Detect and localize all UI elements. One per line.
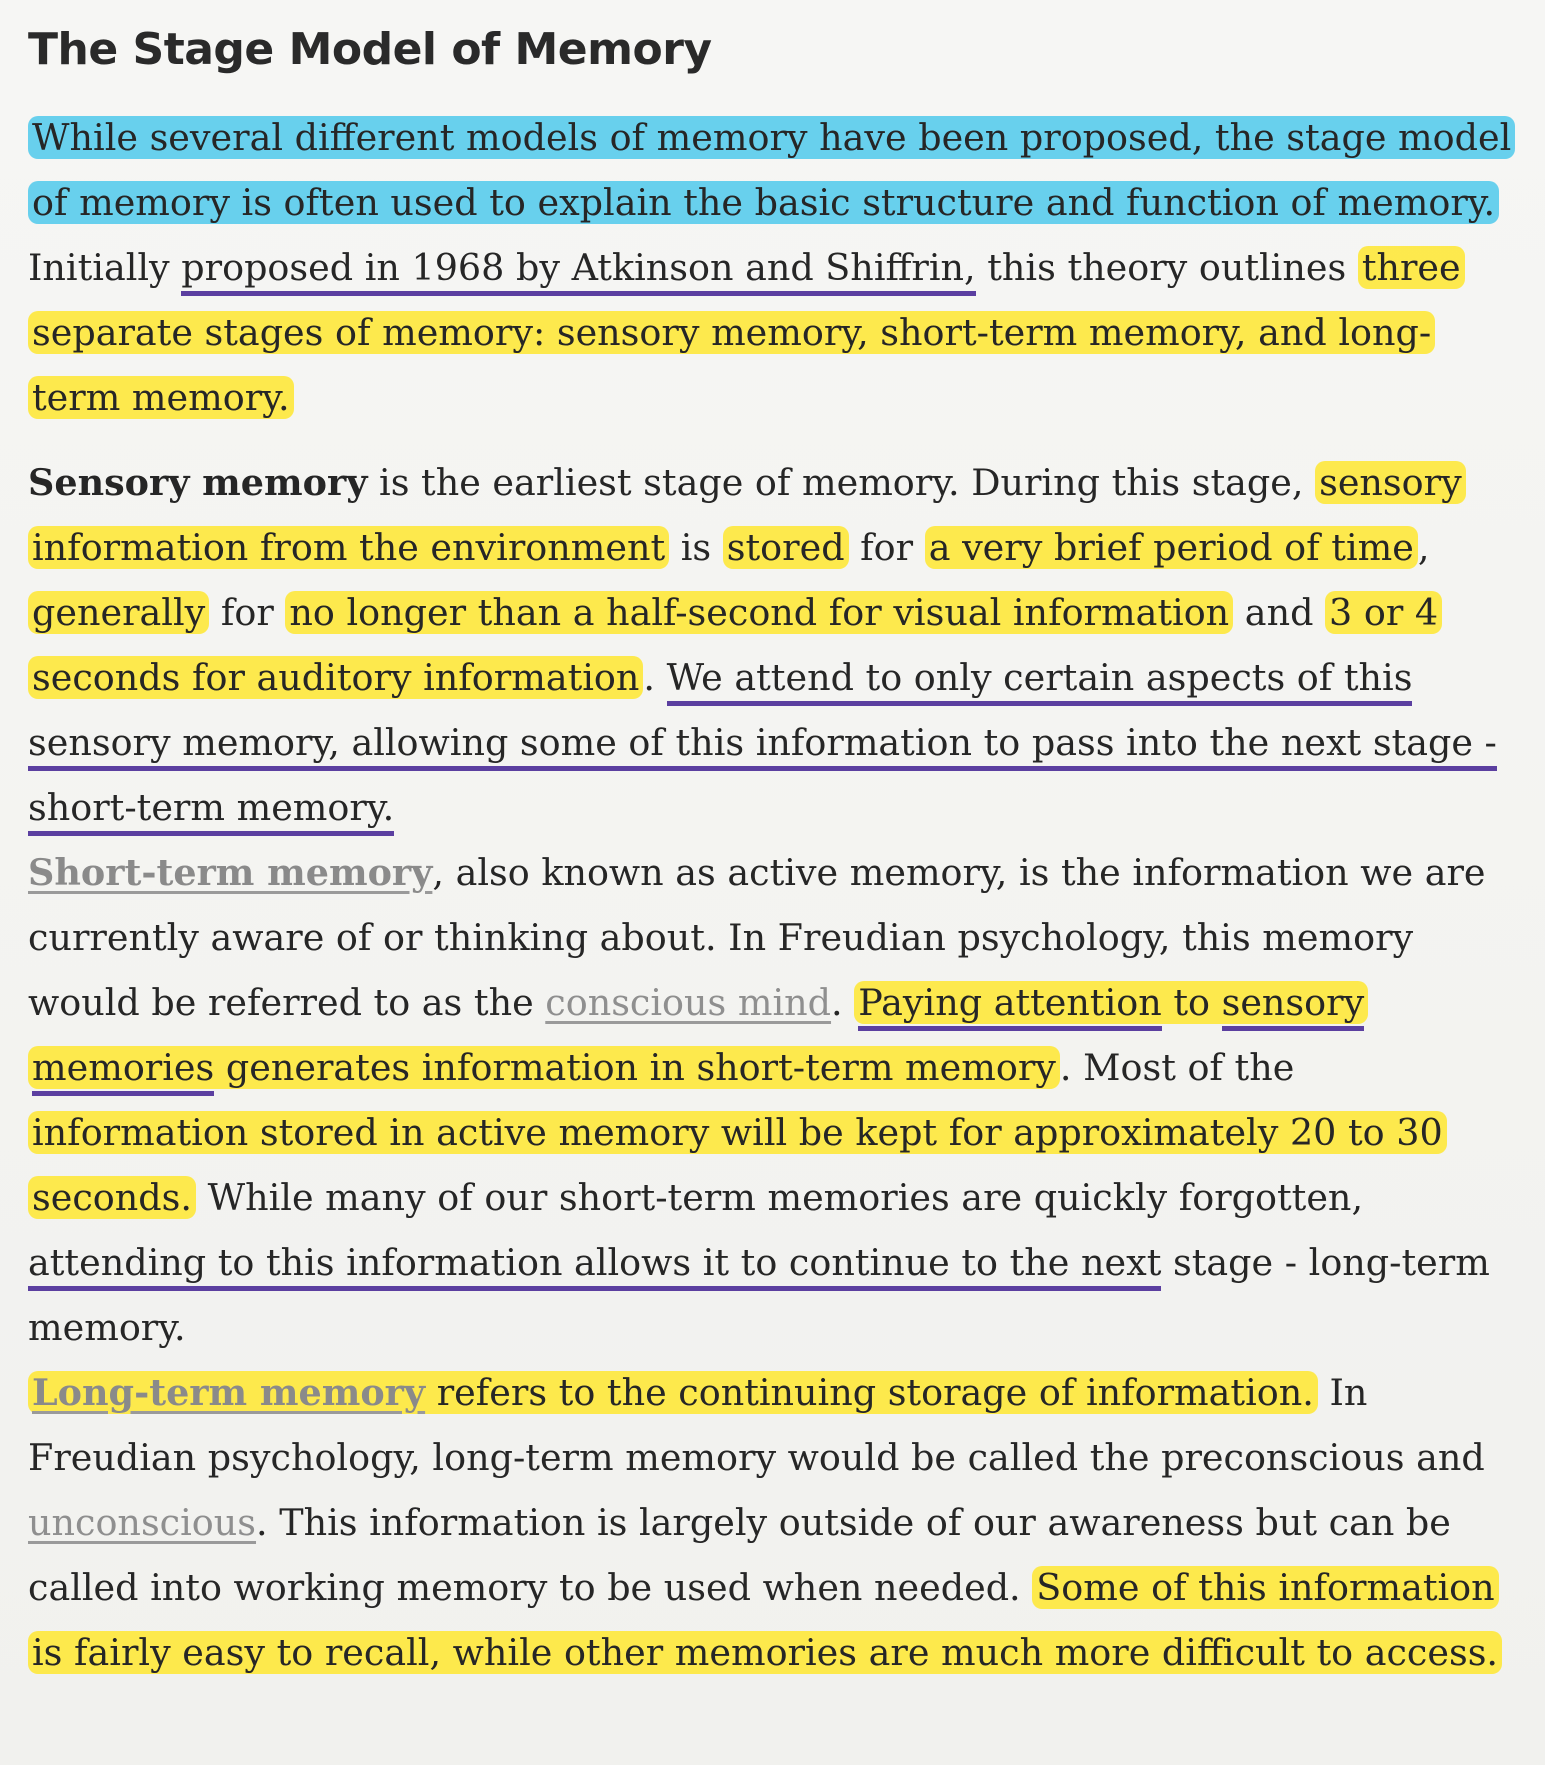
highlight-yellow: sensory information from the environment	[28, 461, 1466, 569]
text-run: , also known as active memory, is the information we are currently aware of or thinking about. In Freudian psychology, this memory would be referred to as the	[28, 851, 1486, 1024]
underline-purple: sensory memories	[32, 981, 1364, 1096]
text-run: In Freudian psychology, long-term memory would be called the preconscious and	[28, 1371, 1485, 1479]
text-run: .	[831, 981, 855, 1024]
text-run: ,	[1417, 526, 1430, 569]
text-run: to	[1161, 981, 1222, 1024]
highlight-yellow: a very brief period of time	[925, 526, 1418, 569]
link-conscious-mind[interactable]: conscious mind	[545, 981, 832, 1024]
text-run: is	[669, 526, 723, 569]
link-short-term-memory[interactable]: Short-term memory	[28, 851, 433, 894]
highlight-yellow: Some of this information is fairly easy to recall, while other memories are much more difficult to access.	[28, 1566, 1502, 1674]
highlight-yellow: three separate stages of memory: sensory memory, short-term memory, and long-term memory.	[28, 246, 1465, 419]
highlight-yellow: generally	[28, 591, 209, 634]
link-unconscious[interactable]: unconscious	[28, 1501, 257, 1544]
text-run: for	[848, 526, 925, 569]
text-run: generates information in short-term memory	[214, 1046, 1056, 1089]
underline-purple: proposed in 1968 by Atkinson and Shiffrin,	[181, 246, 975, 296]
text-run: and	[1233, 591, 1326, 634]
underline-purple: Paying attention	[858, 981, 1161, 1031]
text-run: Initially	[28, 246, 182, 289]
text-run: . Most of the	[1059, 1046, 1295, 1089]
text-run: .	[643, 656, 667, 699]
paragraph-long-term-memory	[28, 1360, 1518, 1685]
underline-purple: We attend to only certain aspects of this sensory memory, allowing some of this information to pass into the next stage - short-term memory.	[28, 656, 1497, 836]
highlight-yellow	[28, 1371, 1318, 1414]
article-body	[28, 105, 1518, 1685]
paragraph-short-term-memory	[28, 840, 1518, 1360]
highlight-yellow: stored	[723, 526, 849, 569]
text-run: While many of our short-term memories are quickly forgotten,	[195, 1176, 1364, 1219]
text-run: stage - long-term memory.	[28, 1241, 1490, 1349]
term-sensory-memory: Sensory memory	[28, 461, 368, 504]
highlight-yellow: information stored in active memory will be kept for approximately 20 to 30 seconds.	[28, 1111, 1447, 1219]
underline-purple: attending to this information allows it to continue to the next	[28, 1241, 1161, 1291]
highlight-yellow: no longer than a half-second for visual information	[285, 591, 1233, 634]
text-run: is the earliest stage of memory. During this stage,	[367, 461, 1316, 504]
text-run: . This information is largely outside of our awareness but can be called into working memory to be used when needed.	[28, 1501, 1451, 1609]
text-run: for	[209, 591, 286, 634]
highlight-blue: While several different models of memory have been proposed, the stage model of memory is often used to explain the basic structure and function of memory.	[28, 116, 1515, 224]
page-title: The Stage Model of Memory	[28, 24, 712, 75]
text-run: refers to the continuing storage of information.	[425, 1371, 1314, 1414]
paragraph-sensory-memory	[28, 450, 1518, 840]
link-long-term-memory[interactable]: Long-term memory	[32, 1371, 426, 1414]
highlight-yellow: 3 or 4 seconds for auditory information	[28, 591, 1442, 699]
text-run: this theory outlines	[975, 246, 1358, 289]
paragraph-intro	[28, 105, 1518, 430]
